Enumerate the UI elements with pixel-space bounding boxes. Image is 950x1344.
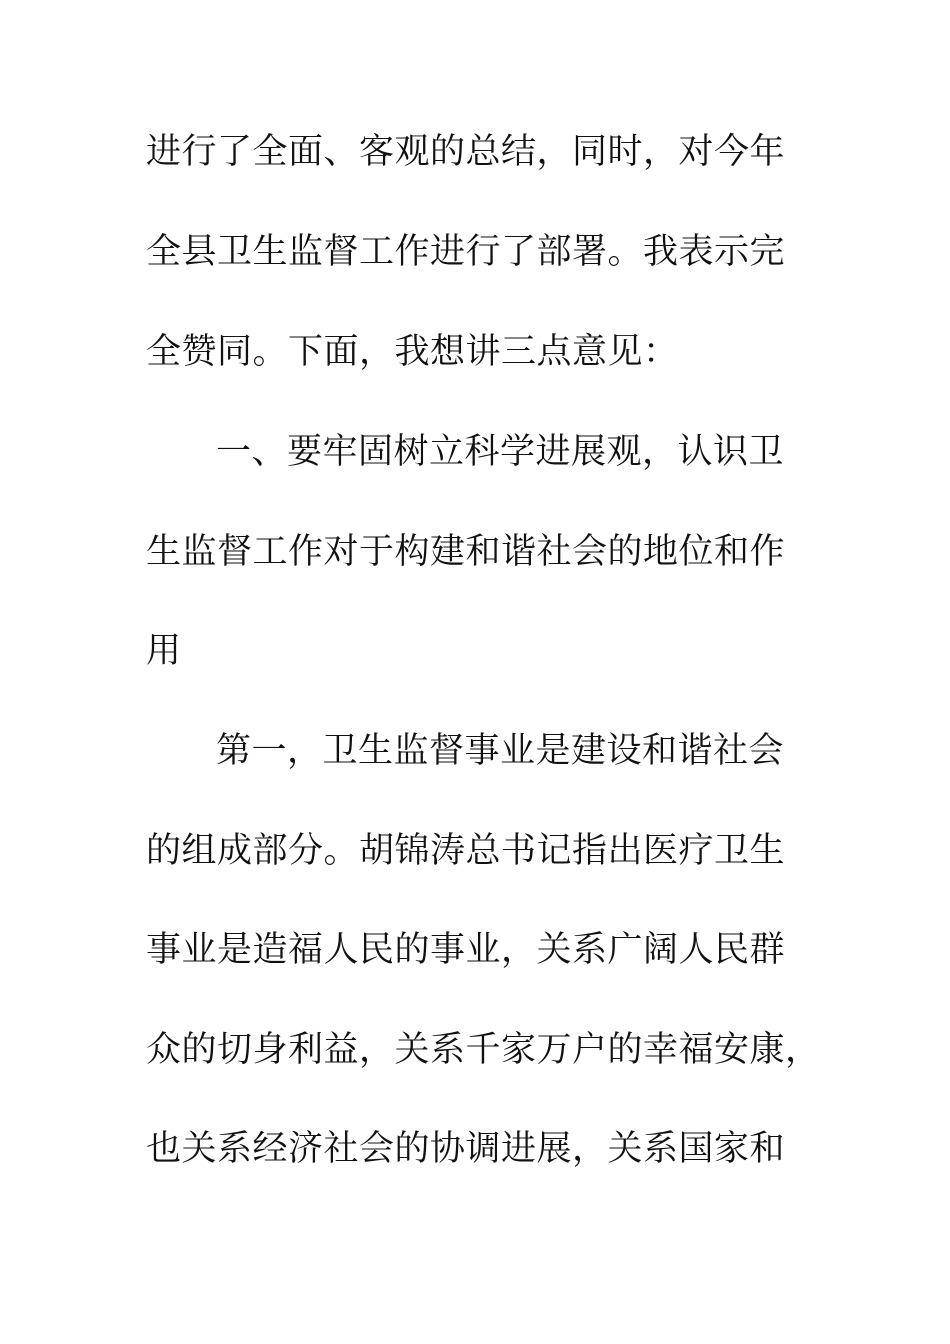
text-line: 也关系经济社会的协调进展，关系国家和 xyxy=(146,1129,786,1169)
text-line: 的组成部分。胡锦涛总书记指出医疗卫生 xyxy=(146,831,786,871)
text-line: 全县卫生监督工作进行了部署。我表示完 xyxy=(146,232,786,272)
text-line: 事业是造福人民的事业，关系广阔人民群 xyxy=(146,930,786,970)
text-line: 进行了全面、客观的总结，同时，对今年 xyxy=(146,132,786,172)
text-line: 全赞同。下面，我想讲三点意见： xyxy=(146,332,679,372)
section-heading-line: 用 xyxy=(146,631,182,671)
text-line: 第一，卫生监督事业是建设和谐社会 xyxy=(216,731,785,771)
text-line: 众的切身利益，关系千家万户的幸福安康， xyxy=(146,1030,821,1070)
section-heading-line: 生监督工作对于构建和谐社会的地位和作 xyxy=(146,532,786,572)
section-heading-line: 一、要牢固树立科学进展观，认识卫 xyxy=(216,432,785,472)
